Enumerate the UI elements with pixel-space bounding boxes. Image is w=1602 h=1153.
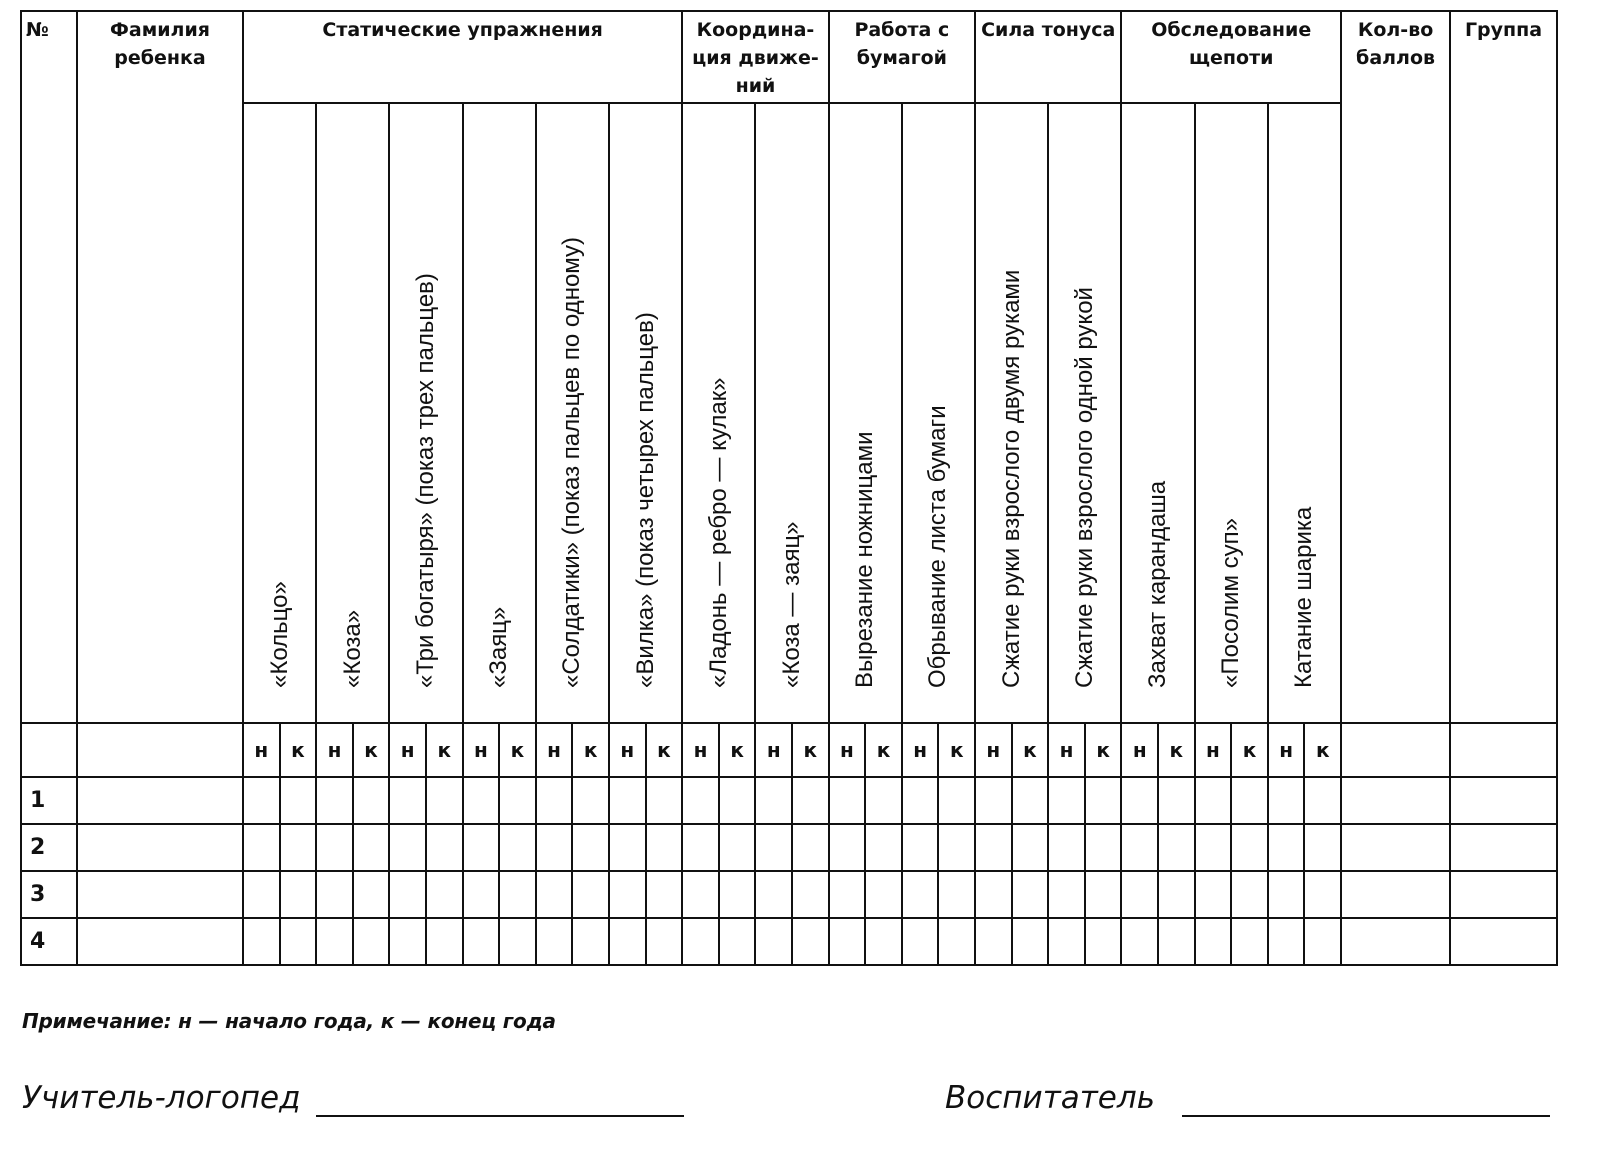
row-number: 2 [21,824,77,871]
exercise-soldiers [536,103,609,723]
exercise-label: «Коза» [338,609,366,688]
table-cell[interactable] [280,824,317,871]
table-cell[interactable] [316,918,353,965]
exercise-scissors [829,103,902,723]
exercise-label: «Вилка» (показ четырех пальцев) [631,312,659,688]
group-header-row [21,11,1557,103]
exercise-label: «Три богатыря» (показ трех пальцев) [411,273,439,688]
exercise-label: «Посолим суп» [1217,518,1245,688]
table-cell[interactable] [426,824,463,871]
table-cell[interactable] [719,918,756,965]
row-number: 3 [21,871,77,918]
table-cell[interactable] [426,918,463,965]
table-cell[interactable] [1195,824,1232,871]
table-cell[interactable] [902,824,939,871]
header-num: № [21,11,77,723]
table-cell[interactable] [426,777,463,824]
blank-cell [1341,723,1450,777]
table-cell[interactable] [243,824,280,871]
mark-start: н [902,723,939,777]
table-cell[interactable] [1012,824,1049,871]
table-cell[interactable] [77,918,243,965]
table-cell[interactable] [536,918,573,965]
teacher-label: Учитель-логопед [22,1080,301,1116]
table-cell[interactable] [77,777,243,824]
table-cell[interactable] [389,777,426,824]
table-cell[interactable] [536,871,573,918]
table-cell[interactable] [389,918,426,965]
table-cell[interactable] [719,824,756,871]
table-cell[interactable] [499,824,536,871]
table-cell[interactable] [938,871,975,918]
table-cell[interactable] [975,918,1012,965]
table-cell[interactable] [1085,777,1122,824]
table-cell[interactable] [792,777,829,824]
mark-start: н [316,723,353,777]
header-score: Кол-во баллов [1341,11,1450,723]
table-cell[interactable] [1048,871,1085,918]
table-cell[interactable] [719,777,756,824]
exercise-label: Сжатие руки взрослого двумя руками [997,269,1025,688]
table-cell[interactable] [902,918,939,965]
table-cell[interactable] [572,777,609,824]
table-cell[interactable] [1450,918,1557,965]
table-cell[interactable] [499,777,536,824]
row-number: 1 [21,777,77,824]
table-cell[interactable] [463,824,500,871]
table-cell[interactable] [499,871,536,918]
assessment-table [20,10,1558,966]
table-cell[interactable] [353,777,390,824]
header-paper-work: Работа с бумагой [829,11,975,103]
exercise-salt-soup [1195,103,1268,723]
table-cell[interactable] [316,824,353,871]
blank-cell [77,723,243,777]
table-row [21,824,1557,871]
exercise-goat-hare [755,103,828,723]
table-cell[interactable] [463,777,500,824]
table-cell[interactable] [1231,918,1268,965]
mark-end: к [938,723,975,777]
header-coordination: Координа-ция движе-ний [682,11,828,103]
table-cell[interactable] [1231,871,1268,918]
mark-end: к [499,723,536,777]
table-cell[interactable] [316,871,353,918]
mark-end: к [572,723,609,777]
child-rows [21,777,1557,965]
table-cell[interactable] [280,777,317,824]
table-cell[interactable] [646,871,683,918]
exercise-label: «Ладонь — ребро — кулак» [704,377,732,688]
table-cell[interactable] [499,918,536,965]
exercise-two-hand-squeeze [975,103,1048,723]
mark-end: к [719,723,756,777]
table-cell[interactable] [1085,918,1122,965]
table-cell[interactable] [1012,918,1049,965]
mark-start: н [755,723,792,777]
header-pinch-test: Обследование щепоти [1121,11,1341,103]
table-cell[interactable] [682,918,719,965]
table-cell[interactable] [572,824,609,871]
table-cell[interactable] [975,824,1012,871]
mark-end: к [865,723,902,777]
table-cell[interactable] [1158,777,1195,824]
table-cell[interactable] [829,871,866,918]
exercise-label: Катание шарика [1290,506,1318,688]
mark-start: н [1121,723,1158,777]
mark-end: к [1304,723,1341,777]
table-cell[interactable] [1341,824,1450,871]
mark-start: н [609,723,646,777]
table-cell[interactable] [792,871,829,918]
teacher-signature-line[interactable] [316,1115,684,1117]
exercise-label: Сжатие руки взрослого одной рукой [1070,287,1098,688]
exercise-label: «Солдатики» (показ пальцев по одному) [558,236,586,688]
table-cell[interactable] [353,871,390,918]
exercise-pencil-grip [1121,103,1194,723]
table-cell[interactable] [572,871,609,918]
mark-start: н [389,723,426,777]
table-cell[interactable] [755,871,792,918]
table-cell[interactable] [755,918,792,965]
mark-end: к [1085,723,1122,777]
table-cell[interactable] [682,777,719,824]
mark-start: н [975,723,1012,777]
mark-end: к [646,723,683,777]
header-grip-strength: Сила тонуса [975,11,1121,103]
exercise-label: Вырезание ножницами [851,431,879,688]
table-cell[interactable] [1268,871,1305,918]
table-cell[interactable] [1195,777,1232,824]
table-cell[interactable] [719,871,756,918]
table-cell[interactable] [1304,918,1341,965]
table-cell[interactable] [609,918,646,965]
header-static-exercises: Статические упражнения [243,11,682,103]
mark-end: к [426,723,463,777]
table-cell[interactable] [1158,871,1195,918]
exercise-one-hand-squeeze [1048,103,1121,723]
table-row [21,871,1557,918]
table-cell[interactable] [1048,918,1085,965]
start-end-row [21,723,1557,777]
table-cell[interactable] [1121,871,1158,918]
table-cell[interactable] [975,871,1012,918]
table-cell[interactable] [1121,918,1158,965]
header-group: Группа [1450,11,1557,723]
table-cell[interactable] [77,871,243,918]
table-cell[interactable] [646,918,683,965]
exercise-label: «Коза — заяц» [778,521,806,688]
table-cell[interactable] [755,777,792,824]
table-cell[interactable] [1195,918,1232,965]
table-cell[interactable] [243,871,280,918]
exercise-label: «Заяц» [485,606,513,688]
table-cell[interactable] [865,824,902,871]
table-cell[interactable] [389,824,426,871]
mark-end: к [1231,723,1268,777]
table-cell[interactable] [938,824,975,871]
table-cell[interactable] [1450,824,1557,871]
exercise-hare [463,103,536,723]
mark-end: к [280,723,317,777]
exercise-goat [316,103,389,723]
table-cell[interactable] [1195,871,1232,918]
table-cell[interactable] [463,871,500,918]
table-cell[interactable] [426,871,463,918]
table-cell[interactable] [353,824,390,871]
table-cell[interactable] [1012,777,1049,824]
table-cell[interactable] [389,871,426,918]
table-cell[interactable] [792,824,829,871]
exercise-label: «Кольцо» [265,581,293,688]
table-cell[interactable] [1231,824,1268,871]
exercise-header-row [21,103,1557,723]
mark-start: н [536,723,573,777]
table-cell[interactable] [353,918,390,965]
mark-end: к [792,723,829,777]
table-cell[interactable] [243,777,280,824]
table-cell[interactable] [1085,871,1122,918]
educator-label: Воспитатель [945,1080,1155,1116]
footnote: Примечание: н — начало года, к — конец года [22,1009,556,1033]
table-cell[interactable] [829,824,866,871]
table-cell[interactable] [1304,824,1341,871]
table-cell[interactable] [646,824,683,871]
table-cell[interactable] [1450,777,1557,824]
table-cell[interactable] [1048,824,1085,871]
table-cell[interactable] [902,871,939,918]
table-cell[interactable] [1121,824,1158,871]
exercise-label: Захват карандаша [1144,480,1172,688]
table-cell[interactable] [243,918,280,965]
table-cell[interactable] [1268,777,1305,824]
mark-start: н [463,723,500,777]
exercise-fork [609,103,682,723]
table-cell[interactable] [682,871,719,918]
table-row [21,777,1557,824]
mark-end: к [1158,723,1195,777]
mark-start: н [1268,723,1305,777]
table-cell[interactable] [1158,918,1195,965]
mark-start: н [243,723,280,777]
exercise-three-heroes [389,103,462,723]
table-cell[interactable] [77,824,243,871]
mark-end: к [353,723,390,777]
table-cell[interactable] [572,918,609,965]
table-cell[interactable] [280,918,317,965]
table-cell[interactable] [536,824,573,871]
table-cell[interactable] [646,777,683,824]
exercise-label: Обрывание листа бумаги [924,405,952,688]
exercise-tearing-paper [902,103,975,723]
table-cell[interactable] [1341,918,1450,965]
mark-start: н [1195,723,1232,777]
exercise-ring [243,103,316,723]
table-cell[interactable] [755,824,792,871]
table-cell[interactable] [829,918,866,965]
table-cell[interactable] [609,777,646,824]
table-cell[interactable] [1268,824,1305,871]
table-cell[interactable] [1085,824,1122,871]
table-cell[interactable] [792,918,829,965]
table-cell[interactable] [938,777,975,824]
table-cell[interactable] [938,918,975,965]
table-cell[interactable] [280,871,317,918]
table-row [21,918,1557,965]
table-cell[interactable] [1121,777,1158,824]
exercise-ball-rolling [1268,103,1341,723]
table-cell[interactable] [902,777,939,824]
educator-signature-line[interactable] [1182,1115,1550,1117]
mark-start: н [829,723,866,777]
table-cell[interactable] [536,777,573,824]
table-cell[interactable] [1158,824,1195,871]
table-cell[interactable] [865,777,902,824]
table-cell[interactable] [1048,777,1085,824]
table-cell[interactable] [1341,871,1450,918]
header-child-name: Фамилия ребенка [77,11,243,723]
table-cell[interactable] [1450,871,1557,918]
table-cell[interactable] [975,777,1012,824]
table-cell[interactable] [865,871,902,918]
table-cell[interactable] [609,824,646,871]
table-cell[interactable] [316,777,353,824]
blank-cell [1450,723,1557,777]
mark-start: н [1048,723,1085,777]
table-cell[interactable] [1304,777,1341,824]
blank-cell [21,723,77,777]
table-cell[interactable] [829,777,866,824]
table-cell[interactable] [1268,918,1305,965]
table-cell[interactable] [865,918,902,965]
mark-start: н [682,723,719,777]
table-cell[interactable] [1012,871,1049,918]
table-cell[interactable] [1231,777,1268,824]
mark-end: к [1012,723,1049,777]
table-cell[interactable] [609,871,646,918]
row-number: 4 [21,918,77,965]
table-cell[interactable] [682,824,719,871]
exercise-palm-edge-fist [682,103,755,723]
table-cell[interactable] [1341,777,1450,824]
table-cell[interactable] [463,918,500,965]
table-cell[interactable] [1304,871,1341,918]
